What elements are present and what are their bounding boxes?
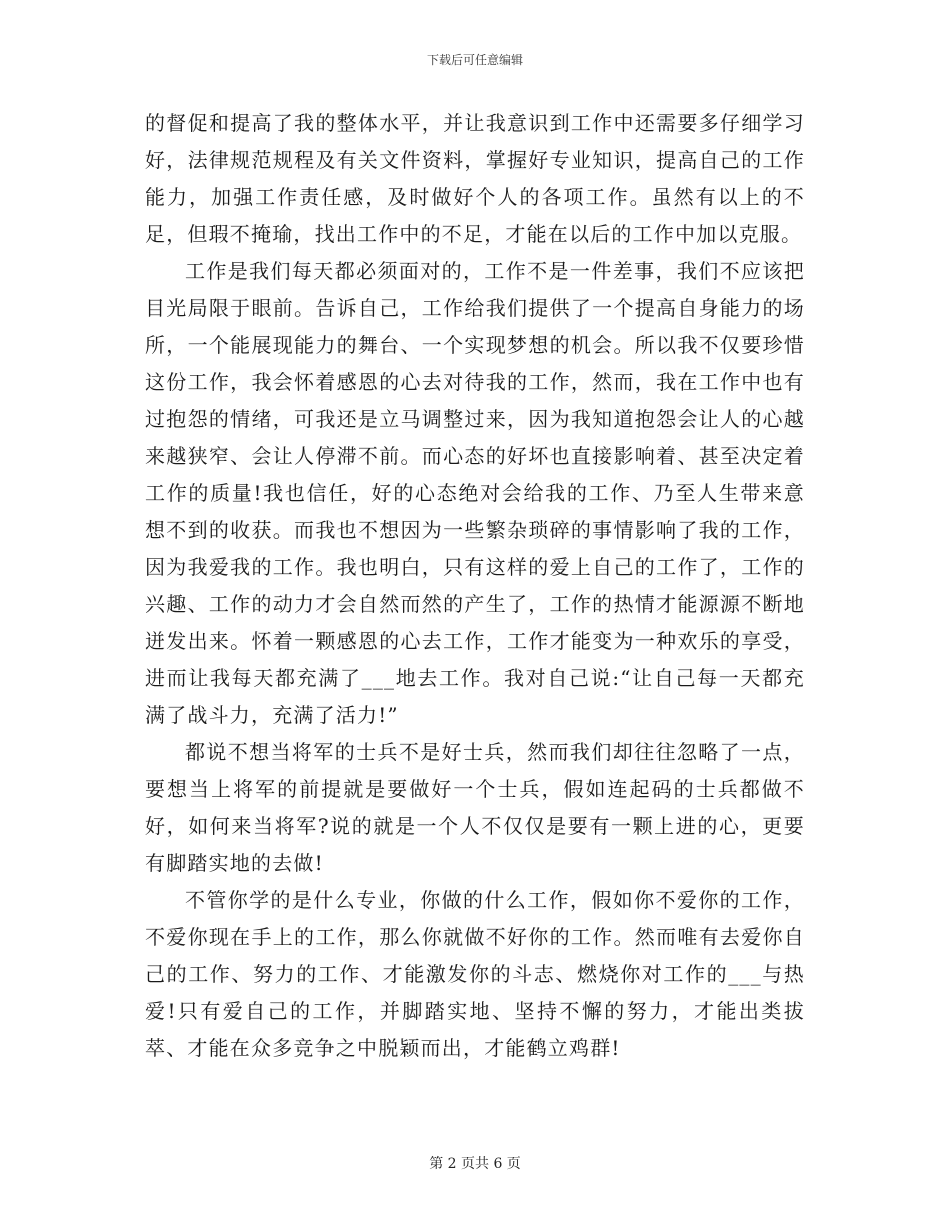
document-body xyxy=(145,105,805,1067)
paragraph-soldier-general: 都说不想当将军的士兵不是好士兵，然而我们却往往忽略了一点，要想当上将军的前提就是要做好一个士兵，假如连起码的士兵都做不好，如何来当将军?说的就是一个人不仅仅是要有一颗上进的心，更要有脚踏实地的去做! xyxy=(145,740,805,875)
paragraph-work-attitude: 工作是我们每天都必须面对的，工作不是一件差事，我们不应该把目光局限于眼前。告诉自己，工作给我们提供了一个提高自身能力的场所，一个能展现能力的舞台、一个实现梦想的机会。所以我不仅要珍惜这份工作，我会怀着感恩的心去对待我的工作，然而，我在工作中也有过抱怨的情绪，可我还是立马调整过来，因为我知道抱怨会让人的心越来越狭窄、会让人停滞不前。而心态的好坏也直接影响着、甚至决定着工作的质量!我也信任，好的心态绝对会给我的工作、乃至人生带来意想不到的收获。而我也不想因为一些繁杂琐碎的事情影响了我的工作，因为我爱我的工作。我也明白，只有这样的爱上自己的工作了，工作的兴趣、工作的动力才会自然而然的产生了，工作的热情才能源源不断地迸发出来。怀着一颗感恩的心去工作，工作才能变为一种欢乐的享受，进而让我每天都充满了___地去工作。我对自己说:“让自己每一天都充满了战斗力，充满了活力!” xyxy=(145,259,805,727)
page-header: 下载后可任意编辑 xyxy=(426,53,523,67)
paragraph-love-your-work: 不管你学的是什么专业，你做的什么工作，假如你不爱你的工作，不爱你现在手上的工作，那么你就做不好你的工作。然而唯有去爱你自己的工作、努力的工作、才能激发你的斗志、燃烧你对工作的___与热爱!只有爱自己的工作，并脚踏实地、坚持不懈的努力，才能出类拔萃、才能在众多竞争之中脱颖而出，才能鹤立鸡群! xyxy=(145,888,805,1060)
page-number-footer: 第 2 页共 6 页 xyxy=(429,1156,521,1172)
paragraph-continuation: 的督促和提高了我的整体水平，并让我意识到工作中还需要多仔细学习好，法律规范规程及有关文件资料，掌握好专业知识，提高自己的工作能力，加强工作责任感，及时做好个人的各项工作。虽然有以上的不足，但瑕不掩瑜，找出工作中的不足，才能在以后的工作中加以克服。 xyxy=(145,111,805,246)
